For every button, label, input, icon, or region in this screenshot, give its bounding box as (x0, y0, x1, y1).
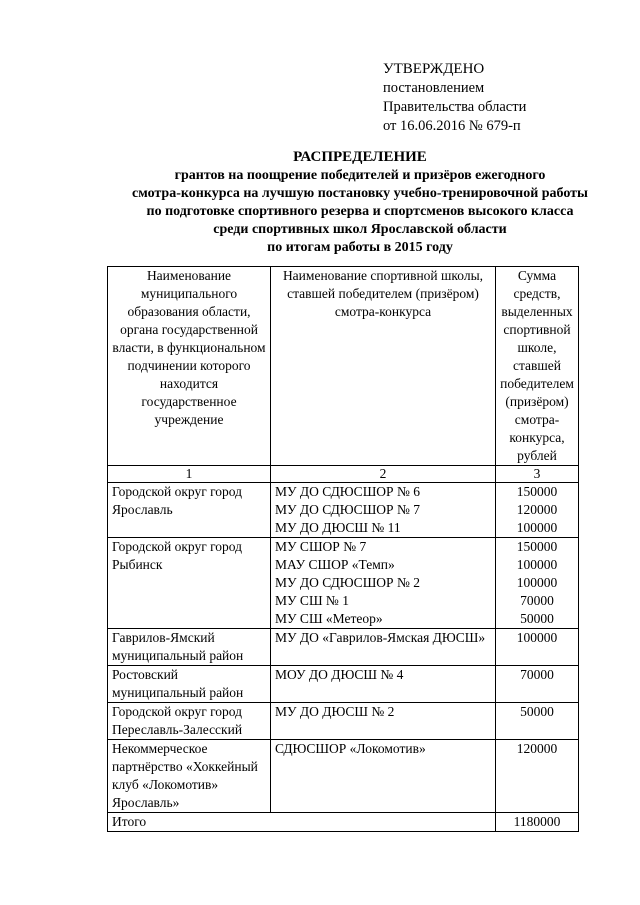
sum-value: 150000 (516, 484, 558, 499)
column-number: 2 (271, 466, 496, 483)
sum-cell (496, 538, 579, 629)
sum-cell (496, 483, 579, 538)
approval-line: Правительства области (383, 99, 527, 115)
sum-value: 100000 (516, 630, 558, 645)
region-cell: Ростовский муниципальный район (108, 666, 271, 703)
sum-value: 70000 (520, 667, 554, 682)
title-line: по подготовке спортивного резерва и спортсменов высокого класса (146, 204, 574, 219)
table-row (108, 629, 579, 666)
table-row (108, 538, 579, 629)
sum-cell (496, 703, 579, 740)
document-title (105, 148, 615, 257)
approval-line: от 16.06.2016 № 679-п (383, 118, 521, 134)
sum-value: 120000 (516, 502, 558, 517)
school-name: МУ ДО ДЮСШ № 2 (275, 704, 395, 719)
sum-value: 100000 (516, 520, 558, 535)
total-label: Итого (108, 813, 496, 832)
sum-value: 70000 (520, 593, 554, 608)
sum-value: 50000 (520, 611, 554, 626)
approval-stamp (383, 60, 526, 136)
total-value: 1180000 (496, 813, 579, 832)
header-cell-region: Наименование муниципального образования области, органа государственной власти, в функциональном подчинении которого находится государственное учреждение (108, 267, 271, 466)
header-cell-sum: Сумма средств, выделенных спортивной школе, ставшей победителем (призёром) смотра-конкурса, рублей (496, 267, 579, 466)
sum-value: 120000 (516, 741, 558, 756)
sum-value: 100000 (516, 557, 558, 572)
table-row (108, 666, 579, 703)
school-name: МОУ ДО ДЮСШ № 4 (275, 667, 404, 682)
title-main: РАСПРЕДЕЛЕНИЕ (293, 149, 427, 165)
school-name: СДЮСШОР «Локомотив» (275, 741, 426, 756)
title-line: смотра-конкурса на лучшую постановку учебно-тренировочной работы (132, 186, 588, 201)
title-line: среди спортивных школ Ярославской области (213, 222, 507, 237)
school-cell (271, 483, 496, 538)
school-cell (271, 629, 496, 666)
table-row (108, 740, 579, 813)
table-row (108, 483, 579, 538)
total-row (108, 813, 579, 832)
sum-cell (496, 629, 579, 666)
school-name: МАУ СШОР «Темп» (275, 557, 395, 572)
grants-table (107, 266, 579, 832)
column-number-row (108, 466, 579, 483)
school-cell (271, 740, 496, 813)
sum-value: 100000 (516, 575, 558, 590)
school-name: МУ СШ «Метеор» (275, 611, 383, 626)
title-line: грантов на поощрение победителей и призёров ежегодного (174, 168, 546, 183)
sum-cell (496, 740, 579, 813)
region-cell: Городской округ город Рыбинск (108, 538, 271, 629)
region-cell: Некоммерческое партнёрство «Хоккейный клуб «Локомотив» Ярославль» (108, 740, 271, 813)
approval-line: постановлением (383, 80, 485, 96)
school-name: МУ ДО СДЮСШОР № 7 (275, 502, 420, 517)
region-cell: Городской округ город Переславль-Залесский (108, 703, 271, 740)
school-cell (271, 538, 496, 629)
region-cell: Гаврилов-Ямский муниципальный район (108, 629, 271, 666)
sum-cell (496, 666, 579, 703)
header-cell-school: Наименование спортивной школы, ставшей победителем (призёром) смотра-конкурса (271, 267, 496, 466)
school-cell (271, 666, 496, 703)
school-name: МУ ДО «Гаврилов-Ямская ДЮСШ» (275, 630, 486, 645)
header-row (108, 267, 579, 466)
school-name: МУ ДО СДЮСШОР № 6 (275, 484, 420, 499)
school-name: МУ СШ № 1 (275, 593, 349, 608)
title-line: по итогам работы в 2015 году (267, 240, 453, 255)
approval-heading: УТВЕРЖДЕНО (383, 61, 485, 77)
region-cell: Городской округ город Ярославль (108, 483, 271, 538)
column-number: 1 (108, 466, 271, 483)
school-name: МУ ДО ДЮСШ № 11 (275, 520, 401, 535)
table-row (108, 703, 579, 740)
school-name: МУ ДО СДЮСШОР № 2 (275, 575, 420, 590)
column-number: 3 (496, 466, 579, 483)
school-cell (271, 703, 496, 740)
sum-value: 50000 (520, 704, 554, 719)
school-name: МУ СШОР № 7 (275, 539, 367, 554)
sum-value: 150000 (516, 539, 558, 554)
